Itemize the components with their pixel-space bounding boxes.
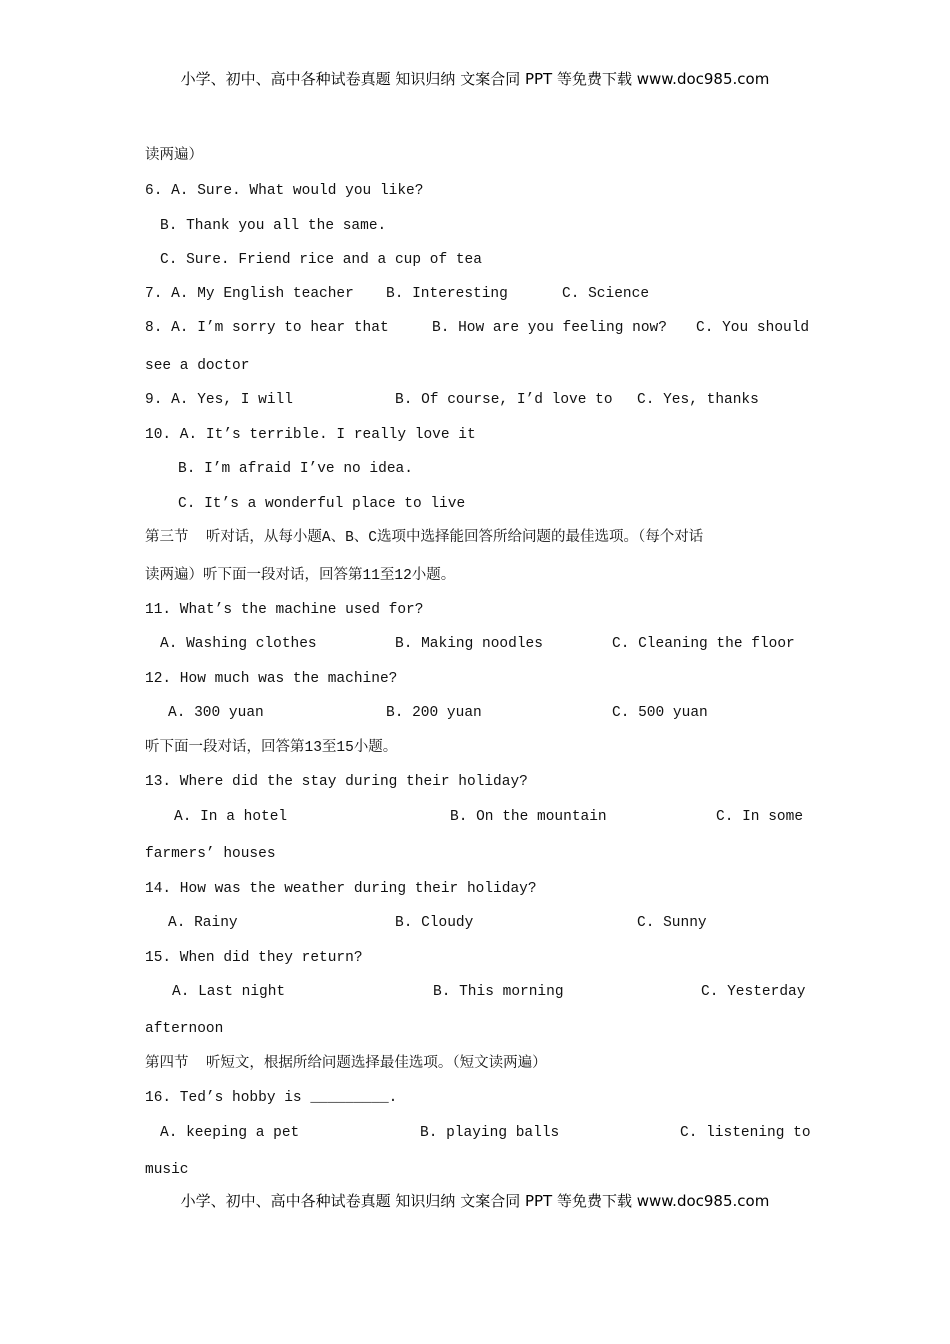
text-line: B. Thank you all the same.	[160, 218, 387, 234]
answer-option: A. 300 yuan	[168, 705, 264, 721]
answer-option: C. Sunny	[637, 915, 707, 931]
answer-option: A. In a hotel	[174, 809, 288, 825]
answer-option: C. Yesterday	[701, 984, 806, 1000]
answer-option: B. This morning	[433, 984, 564, 1000]
answer-option: C. Science	[562, 286, 650, 302]
answer-option: C. 500 yuan	[612, 705, 708, 721]
text-line: 第四节 听短文，根据所给问题选择最佳选项。（短文读两遍）	[145, 1056, 547, 1072]
text-line: 12. How much was the machine?	[145, 671, 398, 687]
page-header: 小学、初中、高中各种试卷真题 知识归纳 文案合同 PPT 等免费下载 www.doc985.com	[180, 70, 770, 88]
answer-option: A. Washing clothes	[160, 636, 317, 652]
answer-option: C. In some	[716, 809, 804, 825]
text-line: 听下面一段对话，回答第13至15小题。	[145, 740, 398, 756]
answer-option: B. Making noodles	[395, 636, 543, 652]
text-line: 10. A. It’s terrible. I really love it	[145, 427, 476, 443]
answer-option: C. listening to	[680, 1125, 811, 1141]
answer-option: B. Cloudy	[395, 915, 474, 931]
answer-option: B. Of course, I’d love to	[395, 392, 613, 408]
text-line: 读两遍）	[145, 148, 203, 164]
text-line: 11. What’s the machine used for?	[145, 602, 424, 618]
text-line: 读两遍）听下面一段对话，回答第11至12小题。	[145, 568, 456, 584]
answer-option: B. Interesting	[386, 286, 508, 302]
answer-option: C. Cleaning the floor	[612, 636, 795, 652]
answer-option: 7. A. My English teacher	[145, 286, 354, 302]
text-line: B. I’m afraid I’ve no idea.	[178, 461, 413, 477]
text-line: C. It’s a wonderful place to live	[178, 496, 466, 512]
answer-option: B. playing balls	[420, 1125, 560, 1141]
text-line: 16. Ted’s hobby is _________.	[145, 1090, 398, 1106]
text-line: C. Sure. Friend rice and a cup of tea	[160, 252, 482, 268]
text-line: 15. When did they return?	[145, 950, 363, 966]
text-line: 13. Where did the stay during their holiday?	[145, 774, 528, 790]
text-line: afternoon	[145, 1021, 224, 1037]
answer-option: C. You should	[696, 320, 810, 336]
answer-option: A. keeping a pet	[160, 1125, 300, 1141]
text-line: see a doctor	[145, 358, 250, 374]
text-line: 14. How was the weather during their holiday?	[145, 881, 537, 897]
page-footer: 小学、初中、高中各种试卷真题 知识归纳 文案合同 PPT 等免费下载 www.doc985.com	[180, 1192, 770, 1210]
answer-option: B. How are you feeling now?	[432, 320, 667, 336]
answer-option: 8. A. I’m sorry to hear that	[145, 320, 389, 336]
answer-option: A. Last night	[172, 984, 286, 1000]
answer-option: 9. A. Yes, I will	[145, 392, 293, 408]
answer-option: B. On the mountain	[450, 809, 607, 825]
answer-option: B. 200 yuan	[386, 705, 482, 721]
text-line: 第三节 听对话，从每小题A、B、C选项中选择能回答所给问题的最佳选项。（每个对话	[145, 530, 704, 546]
text-line: music	[145, 1162, 189, 1178]
answer-option: A. Rainy	[168, 915, 238, 931]
text-line: farmers’ houses	[145, 846, 276, 862]
text-line: 6. A. Sure. What would you like?	[145, 183, 424, 199]
answer-option: C. Yes, thanks	[637, 392, 759, 408]
